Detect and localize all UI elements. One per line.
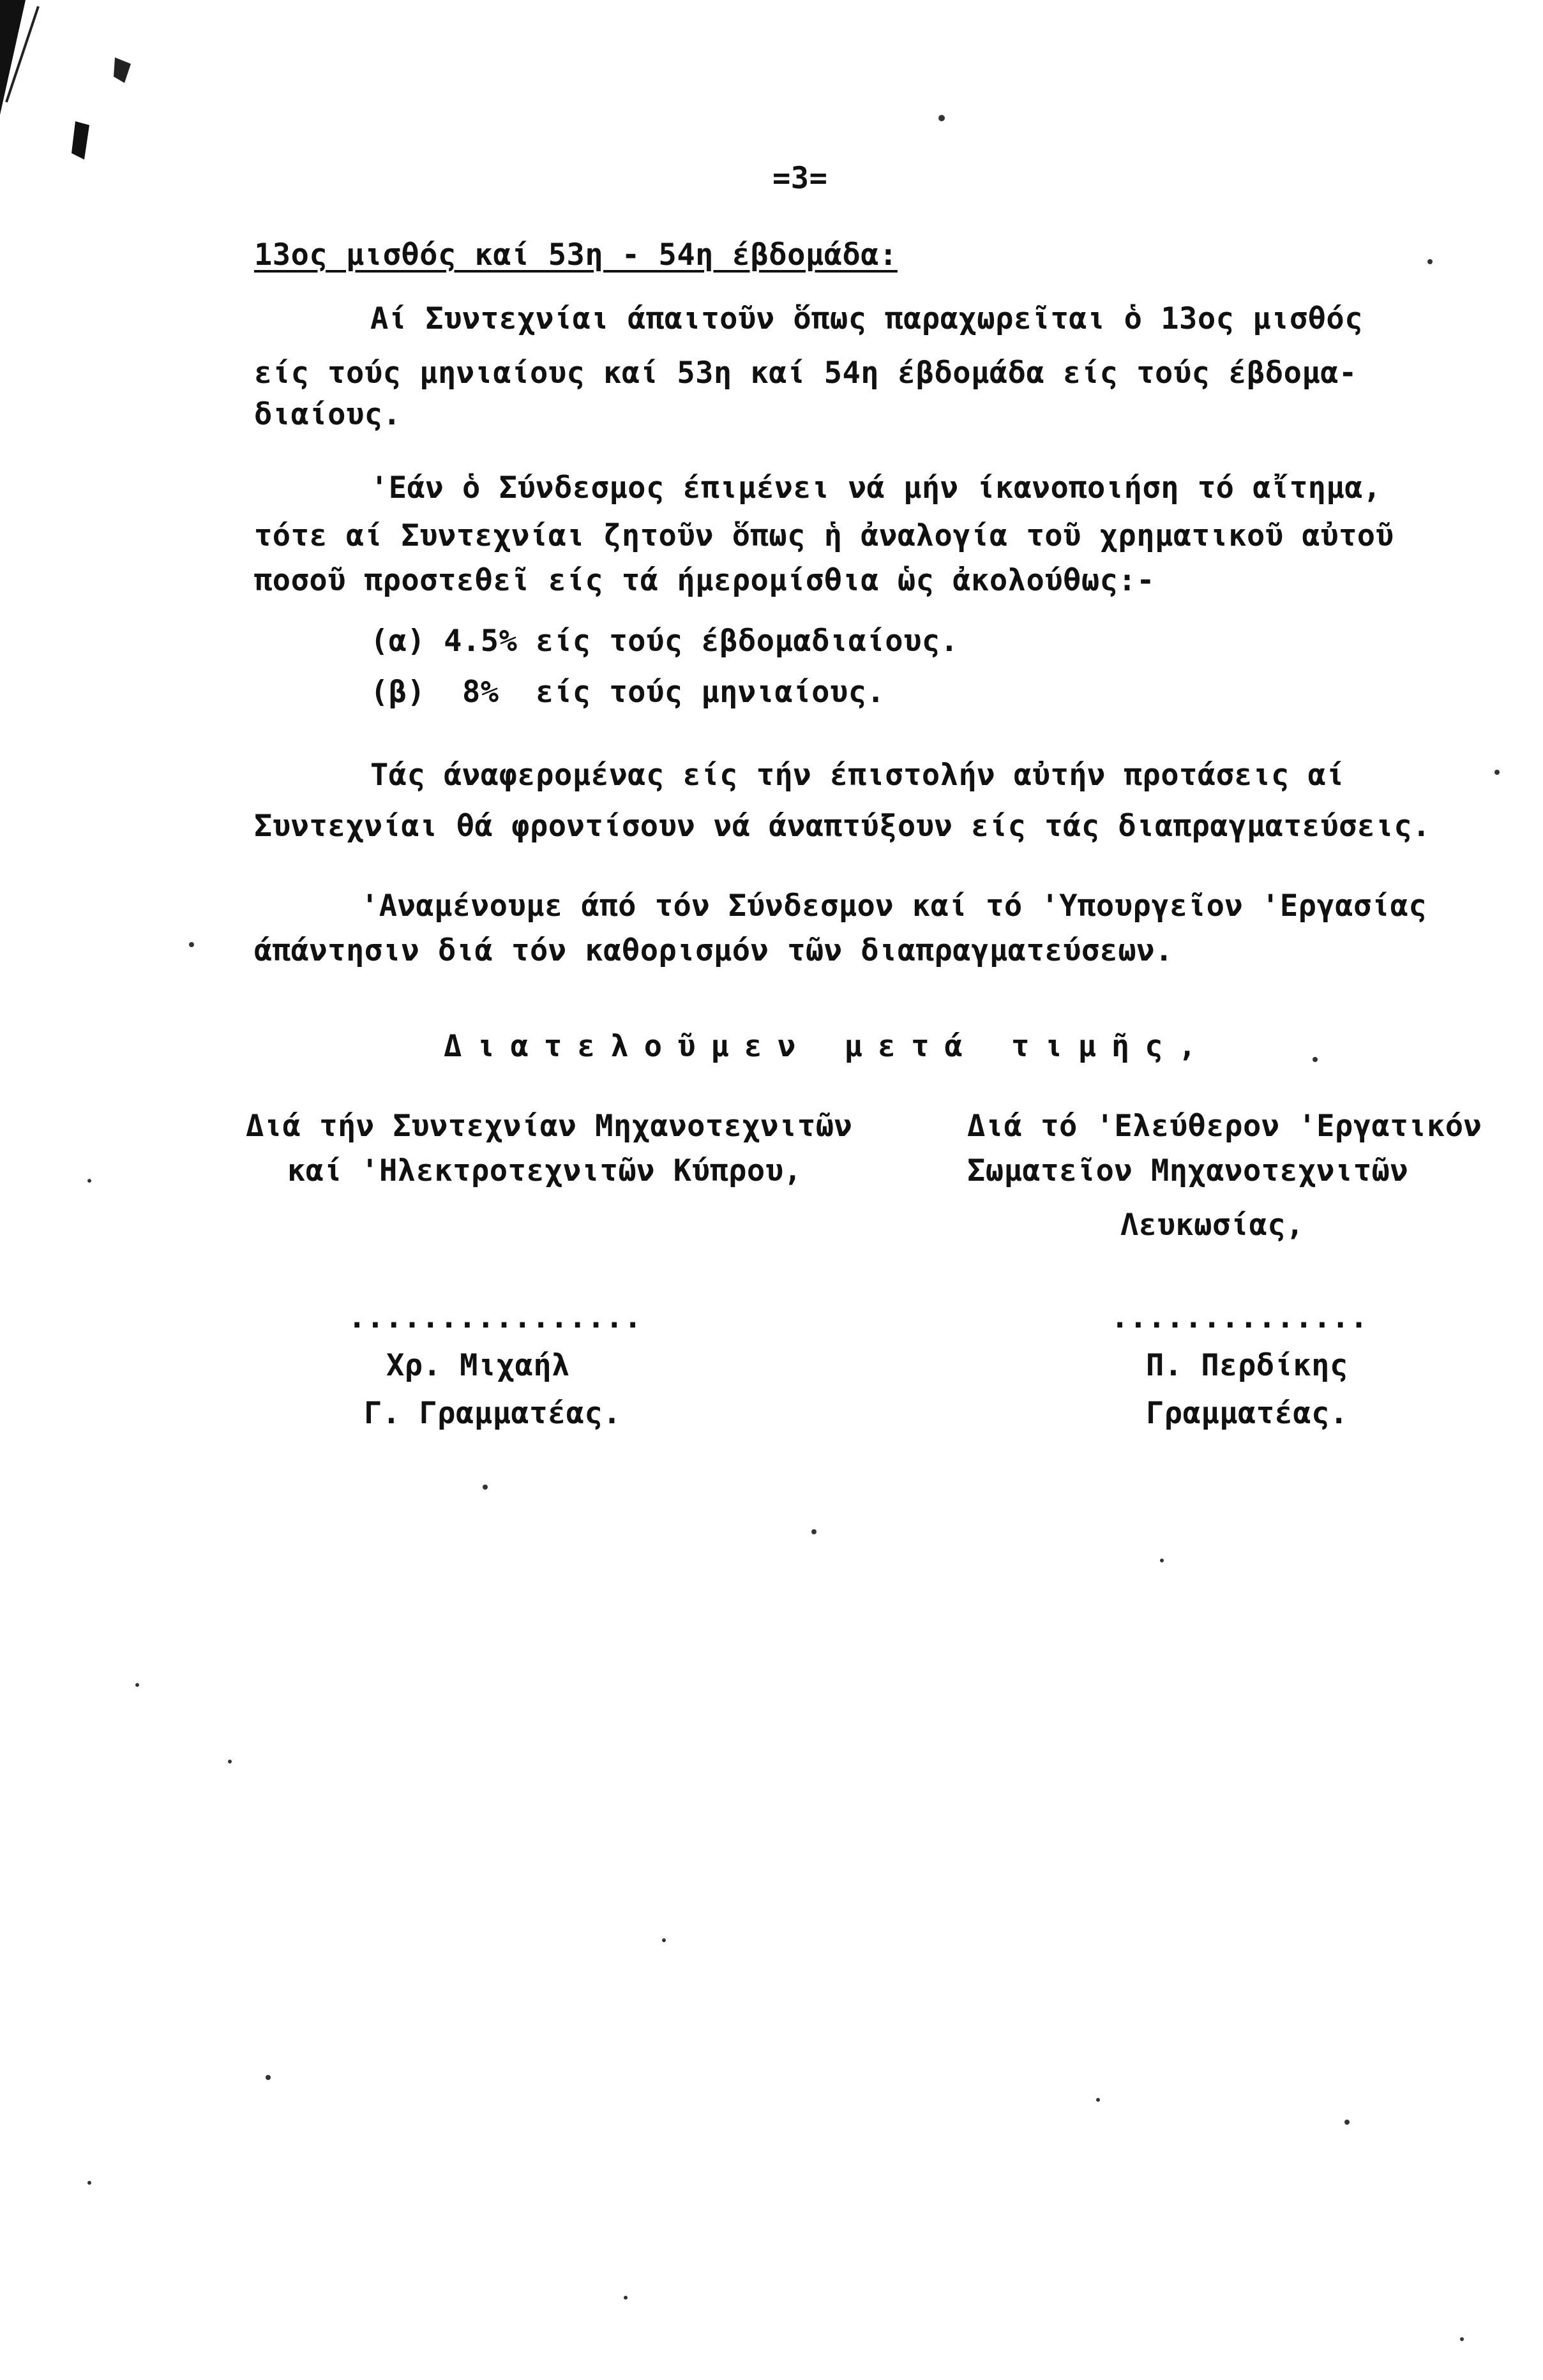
paragraph-1-line-3: διαίους. [254, 397, 402, 432]
left-signatory-org-line-2: καί 'Ηλεκτροτεχνιτῶν Κύπρου, [287, 1153, 802, 1188]
left-signatory-org-line-1: Διά τήν Συντεχνίαν Μηχανοτεχνιτῶν [246, 1109, 853, 1144]
right-signatory-name: Π. Περδίκης [1146, 1348, 1348, 1383]
closing-salutation: Διατελοῦμεν μετά τιμῆς, [444, 1029, 1212, 1064]
left-signatory-title: Γ. Γραμματέας. [364, 1396, 622, 1431]
right-signatory-title: Γραμματέας. [1146, 1396, 1348, 1431]
right-signatory-org-line-1: Διά τό 'Ελεύθερον 'Εργατικόν [967, 1109, 1482, 1144]
page-number: =3= [772, 161, 828, 196]
section-heading: 13ος μισθός καί 53η - 54η έβδομάδα: [254, 237, 898, 273]
right-signatory-org-line-3: Λευκωσίας, [1120, 1208, 1304, 1243]
right-signature-line: .............. [1111, 1300, 1369, 1335]
paragraph-2-line-1: 'Εάν ὁ Σύνδεσμος έπιμένει νά μήν ίκανοποιήση τό αἴτημα, [370, 470, 1381, 505]
list-item-a: (α) 4.5% είς τούς έβδομαδιαίους. [370, 624, 959, 659]
paragraph-3-line-1: Τάς άναφερομένας είς τήν έπιστολήν αὐτήν προτάσεις αί [370, 758, 1345, 793]
paragraph-4-line-1: 'Αναμένουμε άπό τόν Σύνδεσμον καί τό 'Υπουργεῖον 'Εργασίας [361, 888, 1427, 924]
left-signature-line: ................ [348, 1300, 642, 1335]
right-signatory-org-line-2: Σωματεῖον Μηχανοτεχνιτῶν [967, 1153, 1409, 1188]
paragraph-4-line-2: άπάντησιν διά τόν καθορισμόν τῶν διαπραγματεύσεων. [254, 933, 1173, 968]
paragraph-1-line-1: Αί Συντεχνίαι άπαιτοῦν ὅπως παραχωρεῖται ὁ 13ος μισθός [370, 301, 1364, 336]
paragraph-1-line-2: είς τούς μηνιαίους καί 53η καί 54η έβδομάδα είς τούς έβδομα- [254, 356, 1357, 391]
list-item-b: (β) 8% είς τούς μηνιαίους. [370, 675, 885, 710]
paragraph-2-line-3: ποσοῦ προστεθεῖ είς τά ήμερομίσθια ὡς ἀκολούθως:- [254, 563, 1155, 598]
left-signatory-name: Χρ. Μιχαήλ [386, 1348, 570, 1383]
paragraph-3-line-2: Συντεχνίαι θά φροντίσουν νά άναπτύξουν είς τάς διαπραγματεύσεις. [254, 809, 1431, 844]
paragraph-2-line-2: τότε αί Συντεχνίαι ζητοῦν ὅπως ἡ ἀναλογία τοῦ χρηματικοῦ αὐτοῦ [254, 518, 1394, 553]
